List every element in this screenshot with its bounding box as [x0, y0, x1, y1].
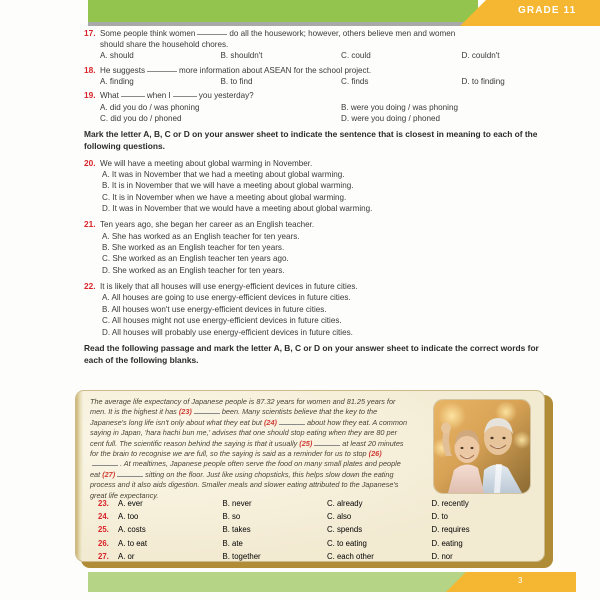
passage-blank-25[interactable] [314, 445, 340, 446]
instruction-closest-meaning: Mark the letter A, B, C or D on your answer sheet to indicate the sentence that is closest in meaning to each of the following questions. [84, 129, 538, 152]
question-17 [0, 28, 582, 62]
option-c[interactable]: C. She worked as an English teacher ten years ago. [102, 254, 289, 264]
header-bar-shadow [88, 22, 478, 26]
option-d[interactable]: D. to finding [461, 77, 505, 87]
option-c[interactable]: C. each other [327, 551, 374, 561]
blank-marker-26: (26) [368, 449, 382, 459]
stem-part-1: What [100, 91, 119, 101]
question-stem [0, 65, 582, 76]
option-row [0, 113, 582, 124]
stem-text: Ten years ago, she began her career as an English teacher. [100, 220, 315, 230]
stem-part-1: He suggests [100, 65, 145, 75]
stem-text: We will have a meeting about global warming in November. [100, 158, 313, 168]
table-row [98, 550, 536, 562]
option-row [0, 102, 582, 113]
option-a[interactable]: A. did you do / was phoning [100, 102, 200, 112]
question-22 [0, 281, 582, 338]
blank-marker-23: (23) [178, 407, 192, 417]
option-a[interactable]: A. It was in November that we had a meeting about global warming. [102, 169, 345, 179]
question-stem [0, 219, 582, 230]
answer-blank[interactable] [197, 34, 227, 35]
answer-blank[interactable] [147, 71, 177, 72]
option-a[interactable]: A. should [100, 51, 134, 61]
blank-marker-27: (27) [102, 469, 116, 479]
row-number: 24. [98, 512, 109, 522]
worksheet-content [0, 28, 600, 371]
question-stem [0, 28, 582, 39]
option-b[interactable]: B. takes [222, 525, 251, 535]
option-d[interactable]: D. were you doing / phoned [341, 114, 440, 124]
grade-label: GRADE 11 [518, 5, 577, 16]
page-header [88, 0, 600, 26]
reading-passage-text [90, 397, 410, 501]
question-stem [0, 90, 582, 101]
option-a[interactable]: A. too [118, 512, 139, 522]
question-stem [0, 158, 582, 169]
answer-blank[interactable] [173, 96, 197, 97]
question-20 [0, 158, 582, 215]
passage-sentence-5: . At mealtimes, Japanese people often serve the food on many small plates and people eat [90, 459, 401, 479]
option-d[interactable]: D. to [431, 512, 448, 522]
option-b[interactable]: B. She worked as an English teacher for ten years. [102, 243, 285, 253]
option-b[interactable]: B. All houses won't use energy-efficient devices in future cities. [102, 304, 327, 314]
footer-green-bar [88, 572, 468, 592]
question-number: 22. [84, 281, 96, 292]
option-d[interactable]: D. recently [431, 499, 469, 508]
passage-card [75, 390, 545, 562]
question-number: 17. [84, 28, 96, 38]
option-c[interactable]: C. to eating [327, 538, 367, 548]
option-d[interactable]: D. couldn't [461, 51, 500, 61]
elderly-couple-photo [434, 400, 530, 493]
passage-blank-23[interactable] [194, 413, 220, 414]
option-c[interactable]: C. did you do / phoned [100, 114, 182, 124]
option-d[interactable]: D. nor [431, 551, 453, 561]
question-number: 18. [84, 64, 96, 75]
passage-card-wrapper [75, 390, 553, 568]
header-green-bar [88, 0, 478, 22]
option-a[interactable]: A. She has worked as an English teacher for ten years. [102, 231, 300, 241]
blank-marker-25: (25) [299, 438, 313, 448]
option-a[interactable]: A. costs [118, 525, 146, 535]
passage-sentence-4: at least 20 minutes for the brain to recognise we are full, so the saying is said as a reminder for us to stop [90, 438, 404, 459]
answer-options-table [98, 497, 536, 562]
stem-text: It is likely that all houses will use energy-efficient devices in future cities. [100, 282, 358, 292]
table-row [98, 537, 536, 550]
question-number: 21. [84, 219, 96, 230]
passage-sentence-3: about how they eat. A common saying in Japan, 'hara hachi bun me,' advises that one should stop eating when they are 80 per cent full. The scientific reason behind the saying is that it usually [90, 417, 408, 448]
option-row [0, 50, 582, 61]
row-number: 25. [98, 525, 109, 535]
table-row [98, 510, 536, 523]
instruction-reading-passage: Read the following passage and mark the letter A, B, C or D on your answer sheet to indicate the correct words for each of the following blanks. [84, 343, 539, 365]
option-b[interactable]: B. together [222, 551, 261, 561]
passage-card-spine [76, 391, 83, 561]
stem-part-1: Some people think women [100, 29, 196, 38]
option-a[interactable]: A. finding [100, 77, 134, 87]
option-a[interactable]: A. ever [118, 499, 143, 508]
blank-marker-24: (24) [263, 417, 277, 427]
option-b[interactable]: B. never [222, 499, 252, 508]
stem-part-2: do all the housework; however, others believe men and women [229, 29, 456, 38]
option-d[interactable]: D. She worked as an English teacher for ten years. [102, 265, 285, 275]
row-number: 27. [98, 551, 109, 561]
table-row [98, 497, 536, 510]
stem-line-2: should share the household chores. [100, 40, 229, 50]
question-21 [0, 219, 582, 276]
footer-yellow-tab [446, 572, 576, 592]
option-a[interactable]: A. to eat [118, 538, 148, 548]
option-b[interactable]: B. so [222, 512, 241, 522]
row-number: 26. [98, 538, 109, 548]
question-number: 19. [84, 90, 96, 101]
option-b[interactable]: B. ate [222, 538, 243, 548]
passage-blank-24[interactable] [279, 424, 305, 425]
passage-sentence-1: The average life expectancy of Japanese people is 87.32 years for women and 81.25 years for men. It is the highest it has [90, 397, 396, 417]
passage-blank-27[interactable] [117, 476, 143, 477]
question-18 [0, 65, 582, 88]
option-c[interactable]: C. already [327, 499, 363, 508]
question-stem [0, 281, 582, 292]
option-c[interactable]: C. spends [327, 525, 363, 535]
option-d[interactable]: D. All houses will probably use energy-efficient devices in future cities. [102, 327, 353, 337]
option-b[interactable]: B. to find [220, 77, 253, 87]
option-a[interactable]: A. All houses are going to use energy-efficient devices in future cities. [102, 293, 351, 303]
option-c[interactable]: C. finds [341, 77, 369, 87]
option-b[interactable]: B. shouldn't [220, 51, 263, 61]
question-19 [0, 90, 582, 124]
answer-blank[interactable] [121, 96, 145, 97]
stem-part-3: you yesterday? [198, 91, 254, 101]
page-number: 3 [518, 576, 523, 585]
option-c[interactable]: C. All houses might not use energy-efficient devices in future cities. [102, 316, 342, 326]
row-number: 23. [98, 499, 109, 508]
option-d[interactable]: D. requires [431, 525, 470, 535]
option-row [0, 76, 582, 87]
option-b[interactable]: B. were you doing / was phoning [341, 102, 458, 112]
option-c[interactable]: C. It is in November when we have a meeting about global warming. [102, 192, 347, 202]
question-number: 20. [84, 157, 96, 168]
table-row [98, 523, 536, 536]
option-b[interactable]: B. It is in November that we will have a meeting about global warming. [102, 181, 354, 191]
option-d[interactable]: D. It was in November that we would have a meeting about global warming. [102, 204, 373, 214]
stem-part-2: when I [146, 91, 171, 101]
option-c[interactable]: C. could [341, 51, 371, 61]
page-footer [88, 572, 600, 592]
passage-sentence-2: been. Many scientists believe that the key to the Japanese's long life isn't only about what they eat but [90, 407, 378, 427]
passage-blank-26[interactable] [92, 465, 118, 466]
option-d[interactable]: D. eating [431, 538, 463, 548]
stem-part-2: more information about ASEAN for the school project. [179, 65, 372, 75]
option-a[interactable]: A. or [118, 551, 135, 561]
option-c[interactable]: C. also [327, 512, 352, 522]
passage-sentence-6: sitting on the floor. Just like using chopsticks, this helps slow down the eating process and it also aids digestion. Smaller meals and slower eating attributed to the Japanese's great life expectancy. [90, 469, 399, 500]
